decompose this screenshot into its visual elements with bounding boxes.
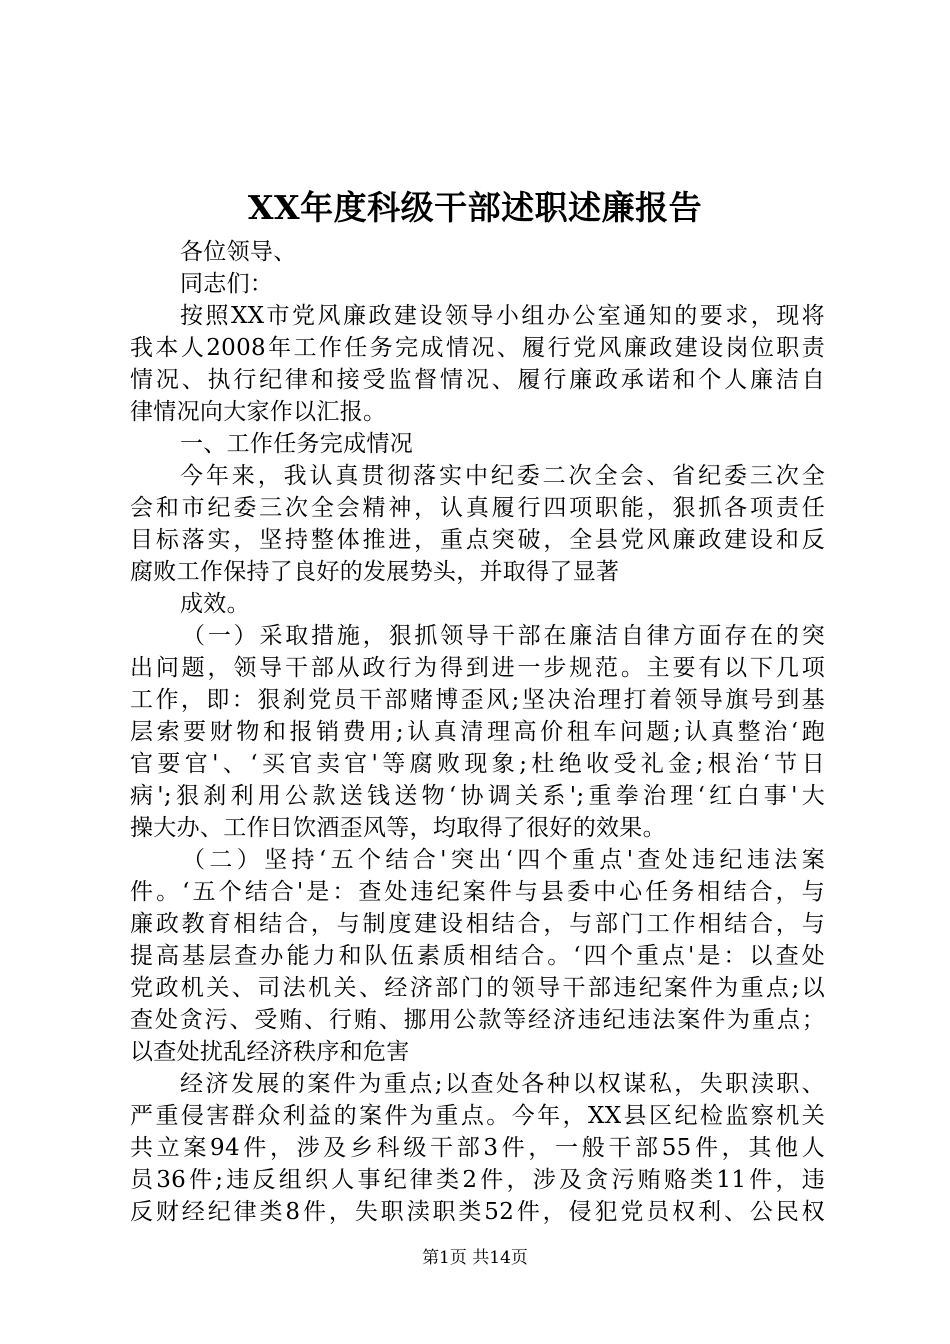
paragraph-line: 病';狠刹利用公款送钱送物‘协调关系';重拳治理‘红白事'大 xyxy=(130,783,825,809)
paragraph-line: 员36件;违反组织人事纪律类2件，涉及贪污贿赂类11件，违 xyxy=(130,1167,825,1193)
paragraph-line: 我本人2008年工作任务完成情况、履行党风廉政建设岗位职责 xyxy=(130,335,825,361)
paragraph-line: 按照XX市党风廉政建设领导小组办公室通知的要求，现将 xyxy=(180,303,825,329)
section-heading: 一、工作任务完成情况 xyxy=(180,431,413,457)
paragraph-line: 共立案94件，涉及乡科级干部3件，一般干部55件，其他人 xyxy=(130,1135,825,1161)
paragraph-line: 今年来，我认真贯彻落实中纪委二次全会、省纪委三次全 xyxy=(180,463,825,489)
paragraph-line: 层索要财物和报销费用;认真清理高价租车问题;认真整治‘跑 xyxy=(130,719,825,745)
paragraph-line: 操大办、工作日饮酒歪风等，均取得了很好的效果。 xyxy=(130,815,666,841)
paragraph-line: （一）采取措施，狠抓领导干部在廉洁自律方面存在的突 xyxy=(182,623,825,649)
paragraph-line: 查处贪污、受贿、行贿、挪用公款等经济违纪违法案件为重点； xyxy=(130,1007,825,1033)
paragraph-line: 律情况向大家作以汇报。 xyxy=(130,399,387,425)
document-title: XX年度科级干部述职述廉报告 xyxy=(247,188,703,227)
paragraph-line: 情况、执行纪律和接受监督情况、履行廉政承诺和个人廉洁自 xyxy=(130,367,825,393)
paragraph-line: 反财经纪律类8件，失职渎职类52件，侵犯党员权利、公民权 xyxy=(130,1199,825,1225)
paragraph-line: 提高基层查办能力和队伍素质相结合。‘四个重点'是：以查处 xyxy=(130,943,825,969)
paragraph-line: 出问题，领导干部从政行为得到进一步规范。主要有以下几项 xyxy=(130,655,825,681)
paragraph-line: 件。‘五个结合'是：查处违纪案件与县委中心任务相结合，与 xyxy=(130,879,825,905)
paragraph-line: 工作，即：狠刹党员干部赌博歪风;坚决治理打着领导旗号到基 xyxy=(130,687,825,713)
paragraph-line: 廉政教育相结合，与制度建设相结合，与部门工作相结合，与 xyxy=(130,911,825,937)
salutation-line-1: 各位领导、 xyxy=(180,239,297,265)
paragraph-line: 严重侵害群众利益的案件为重点。今年，XX县区纪检监察机关 xyxy=(130,1103,825,1129)
paragraph-line: 成效。 xyxy=(180,591,250,617)
paragraph-line: 会和市纪委三次全会精神，认真履行四项职能，狠抓各项责任 xyxy=(130,495,825,521)
paragraph-line: 官要官'、‘买官卖官'等腐败现象;杜绝收受礼金;根治‘节日 xyxy=(130,751,825,777)
salutation-line-2: 同志们： xyxy=(180,271,274,297)
paragraph-line: 党政机关、司法机关、经济部门的领导干部违纪案件为重点;以 xyxy=(130,975,825,1001)
paragraph-line: 以查处扰乱经济秩序和危害 xyxy=(130,1039,410,1065)
paragraph-line: （二）坚持‘五个结合'突出‘四个重点'查处违纪违法案 xyxy=(182,847,825,873)
paragraph-line: 腐败工作保持了良好的发展势头，并取得了显著 xyxy=(130,559,620,585)
paragraph-line: 经济发展的案件为重点;以查处各种以权谋私，失职渎职、 xyxy=(180,1071,825,1097)
page-footer: 第1页 共14页 xyxy=(422,1248,528,1268)
paragraph-line: 目标落实，坚持整体推进，重点突破，全县党风廉政建设和反 xyxy=(130,527,825,553)
document-body xyxy=(130,236,825,1228)
